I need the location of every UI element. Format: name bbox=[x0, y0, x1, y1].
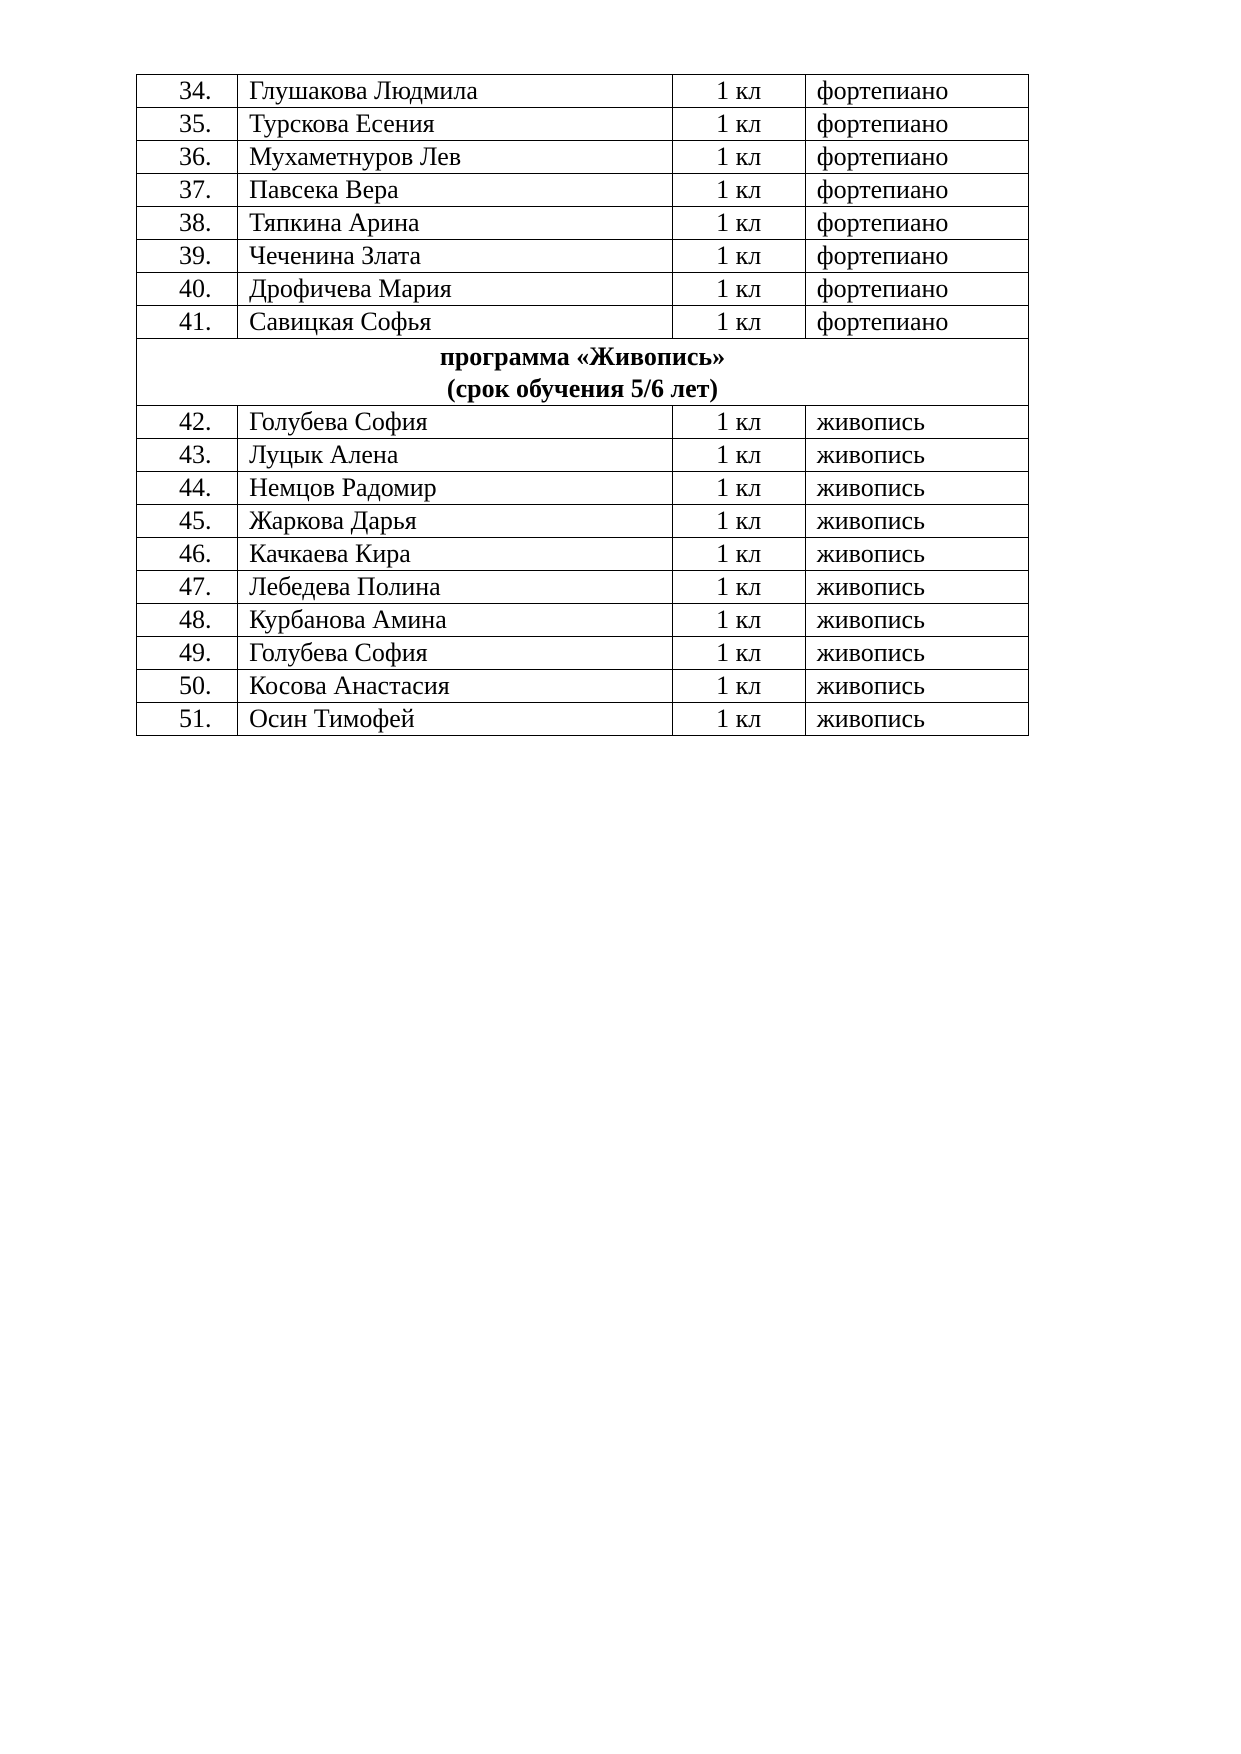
class-level: 1 кл bbox=[672, 571, 805, 604]
subject-name: фортепиано bbox=[805, 75, 1028, 108]
table-row bbox=[137, 141, 1029, 174]
subject-name: живопись bbox=[805, 604, 1028, 637]
piano-group-body bbox=[137, 75, 1029, 339]
row-number: 39. bbox=[137, 240, 238, 273]
table-row bbox=[137, 240, 1029, 273]
class-level: 1 кл bbox=[672, 273, 805, 306]
subject-name: живопись bbox=[805, 439, 1028, 472]
row-number: 47. bbox=[137, 571, 238, 604]
student-name: Осин Тимофей bbox=[238, 703, 672, 736]
class-level: 1 кл bbox=[672, 505, 805, 538]
student-name: Чеченина Злата bbox=[238, 240, 672, 273]
subject-name: фортепиано bbox=[805, 108, 1028, 141]
table-row bbox=[137, 538, 1029, 571]
student-name: Лебедева Полина bbox=[238, 571, 672, 604]
row-number: 36. bbox=[137, 141, 238, 174]
painting-group-body bbox=[137, 406, 1029, 736]
student-name: Турскова Есения bbox=[238, 108, 672, 141]
student-name: Тяпкина Арина bbox=[238, 207, 672, 240]
table-row bbox=[137, 670, 1029, 703]
student-name: Качкаева Кира bbox=[238, 538, 672, 571]
class-level: 1 кл bbox=[672, 141, 805, 174]
subject-name: живопись bbox=[805, 505, 1028, 538]
class-level: 1 кл bbox=[672, 240, 805, 273]
row-number: 35. bbox=[137, 108, 238, 141]
class-level: 1 кл bbox=[672, 703, 805, 736]
student-name: Савицкая Софья bbox=[238, 306, 672, 339]
subject-name: живопись bbox=[805, 472, 1028, 505]
table-row bbox=[137, 571, 1029, 604]
class-level: 1 кл bbox=[672, 604, 805, 637]
student-name: Дрофичева Мария bbox=[238, 273, 672, 306]
section-title: программа «Живопись» bbox=[439, 342, 726, 371]
row-number: 50. bbox=[137, 670, 238, 703]
table-row bbox=[137, 108, 1029, 141]
section-header-body bbox=[137, 339, 1029, 406]
row-number: 48. bbox=[137, 604, 238, 637]
table-row bbox=[137, 505, 1029, 538]
student-name: Глушакова Людмила bbox=[238, 75, 672, 108]
class-level: 1 кл bbox=[672, 538, 805, 571]
subject-name: живопись bbox=[805, 703, 1028, 736]
class-level: 1 кл bbox=[672, 670, 805, 703]
subject-name: фортепиано bbox=[805, 207, 1028, 240]
student-name: Немцов Радомир bbox=[238, 472, 672, 505]
row-number: 38. bbox=[137, 207, 238, 240]
table-row bbox=[137, 703, 1029, 736]
row-number: 51. bbox=[137, 703, 238, 736]
student-name: Голубева София bbox=[238, 406, 672, 439]
subject-name: фортепиано bbox=[805, 174, 1028, 207]
class-level: 1 кл bbox=[672, 306, 805, 339]
row-number: 34. bbox=[137, 75, 238, 108]
subject-name: живопись bbox=[805, 670, 1028, 703]
class-level: 1 кл bbox=[672, 637, 805, 670]
class-level: 1 кл bbox=[672, 75, 805, 108]
class-level: 1 кл bbox=[672, 406, 805, 439]
subject-name: фортепиано bbox=[805, 273, 1028, 306]
section-header-row bbox=[137, 339, 1029, 406]
student-name: Курбанова Амина bbox=[238, 604, 672, 637]
student-name: Мухаметнуров Лев bbox=[238, 141, 672, 174]
subject-name: фортепиано bbox=[805, 306, 1028, 339]
table-row bbox=[137, 604, 1029, 637]
class-level: 1 кл bbox=[672, 108, 805, 141]
class-level: 1 кл bbox=[672, 174, 805, 207]
row-number: 43. bbox=[137, 439, 238, 472]
row-number: 40. bbox=[137, 273, 238, 306]
row-number: 41. bbox=[137, 306, 238, 339]
row-number: 42. bbox=[137, 406, 238, 439]
student-name: Косова Анастасия bbox=[238, 670, 672, 703]
class-level: 1 кл bbox=[672, 207, 805, 240]
student-name: Жаркова Дарья bbox=[238, 505, 672, 538]
class-level: 1 кл bbox=[672, 439, 805, 472]
table-row bbox=[137, 439, 1029, 472]
row-number: 37. bbox=[137, 174, 238, 207]
student-list-table bbox=[136, 74, 1029, 736]
table-row bbox=[137, 637, 1029, 670]
table-row bbox=[137, 406, 1029, 439]
table-row bbox=[137, 174, 1029, 207]
student-name: Голубева София bbox=[238, 637, 672, 670]
table-row bbox=[137, 273, 1029, 306]
student-name: Павсека Вера bbox=[238, 174, 672, 207]
class-level: 1 кл bbox=[672, 472, 805, 505]
section-header-cell bbox=[137, 339, 1029, 406]
table-row bbox=[137, 472, 1029, 505]
student-name: Луцык Алена bbox=[238, 439, 672, 472]
subject-name: живопись bbox=[805, 571, 1028, 604]
table-row bbox=[137, 207, 1029, 240]
subject-name: живопись bbox=[805, 406, 1028, 439]
row-number: 45. bbox=[137, 505, 238, 538]
subject-name: фортепиано bbox=[805, 141, 1028, 174]
table-row bbox=[137, 75, 1029, 108]
row-number: 44. bbox=[137, 472, 238, 505]
subject-name: живопись bbox=[805, 538, 1028, 571]
subject-name: фортепиано bbox=[805, 240, 1028, 273]
row-number: 46. bbox=[137, 538, 238, 571]
row-number: 49. bbox=[137, 637, 238, 670]
subject-name: живопись bbox=[805, 637, 1028, 670]
section-subtitle: (срок обучения 5/6 лет) bbox=[446, 374, 719, 403]
table-row bbox=[137, 306, 1029, 339]
